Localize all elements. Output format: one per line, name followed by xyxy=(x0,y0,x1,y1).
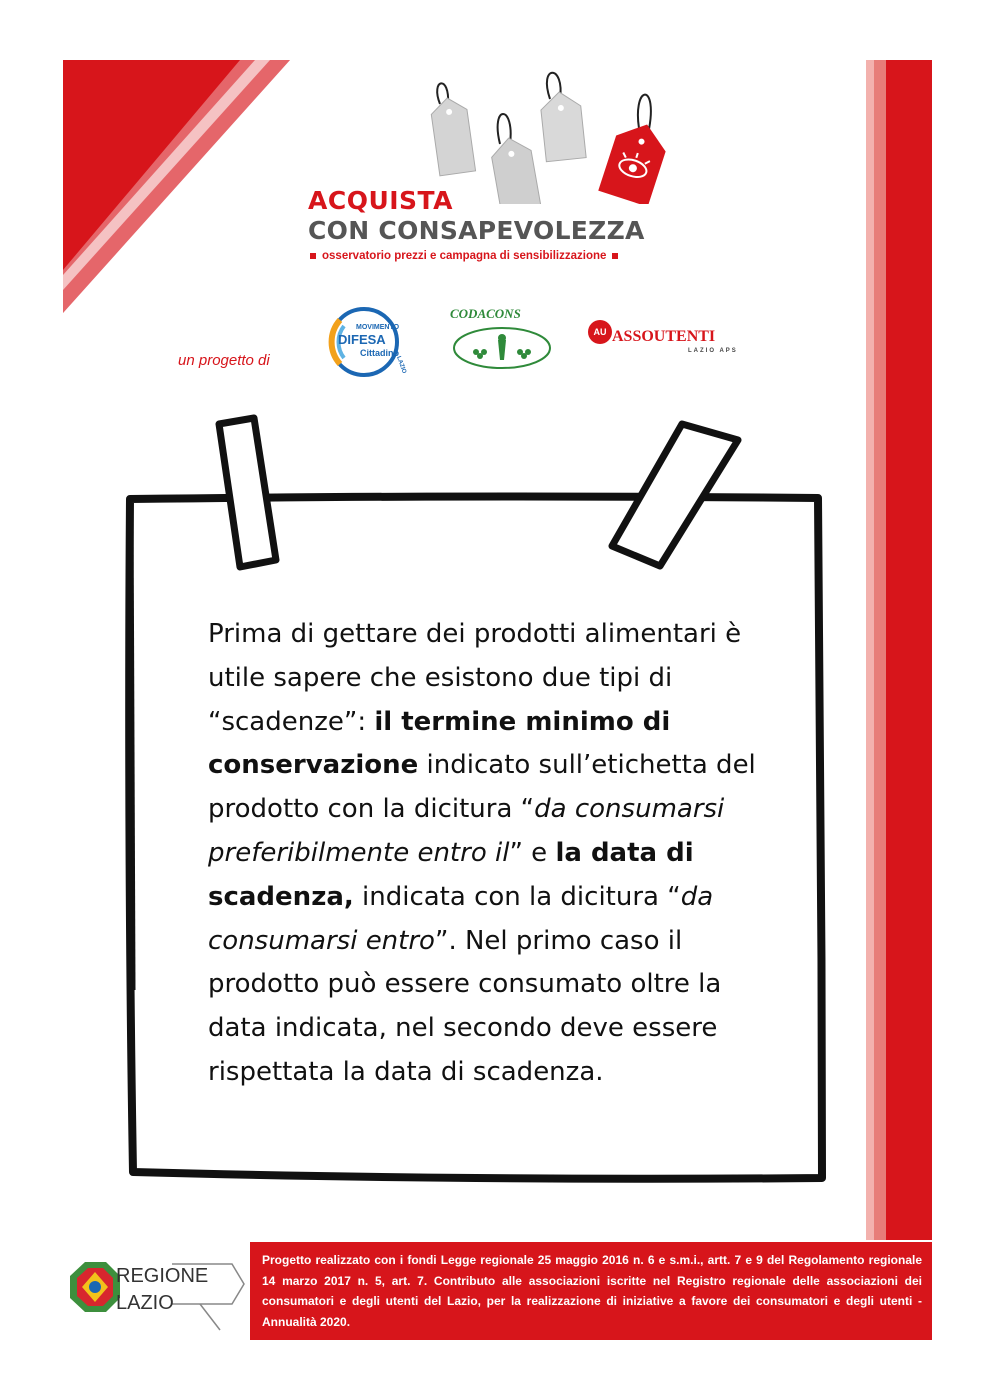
note-body-text xyxy=(208,613,768,1095)
campaign-subtitle-text: osservatorio prezzi e campagna di sensibilizzazione xyxy=(322,250,607,262)
footer-funding-text: Progetto realizzato con i fondi Legge regionale 25 maggio 2016 n. 6 e s.m.i., artt. 7 e 9 del Regolamento regionale 14 marzo 2017 n. 5, art. 7. Contributo alle associazioni iscritte nel Registro regionale delle associazioni dei consumatori e degli utenti del Lazio, per la realizzazione di iniziative a favore dei consumatori e degli utenti - Annualità 2020. xyxy=(262,1253,922,1329)
note-segment: ” e xyxy=(509,837,556,868)
note-segment: ”. Nel primo caso il prodotto può essere consumato oltre la data indicata, nel secondo deve essere rispettata la data di scadenza. xyxy=(208,925,722,1087)
note-segment: Prima di gettare dei prodotti alimentari è utile sapere che esistono due tipi di “scadenze”: xyxy=(208,619,742,737)
assoutenti-logo-sub: LAZIO APS xyxy=(688,348,738,354)
campaign-title-line1: ACQUISTA xyxy=(308,186,454,215)
mdc-logo-line3: Cittadino xyxy=(360,348,399,358)
campaign-title-line2: CON CONSAPEVOLEZZA xyxy=(308,216,645,245)
codacons-logo-icon xyxy=(450,322,554,372)
region-name-line1: REGIONE xyxy=(116,1265,209,1287)
codacons-logo-name: CODACONS xyxy=(450,306,521,321)
assoutenti-logo-name: ASSOUTENTI xyxy=(612,328,716,345)
mdc-logo-line2: DIFESA xyxy=(338,332,386,347)
bullet-square-icon xyxy=(612,253,618,259)
assoutenti-badge-icon: AU xyxy=(588,320,612,344)
mdc-logo-line1: MOVIMENTO xyxy=(356,324,400,331)
note-segment-bold: la data di scadenza, xyxy=(208,837,694,912)
note-segment: indicata con la dicitura “ xyxy=(353,881,681,912)
price-tags-icon xyxy=(420,64,680,204)
region-name-line2: LAZIO xyxy=(116,1292,174,1314)
corner-triangle-decoration xyxy=(0,0,300,320)
mdc-logo-line4: LAZIO xyxy=(395,355,407,375)
campaign-subtitle xyxy=(310,250,618,262)
note-segment-bold: il termine minimo di conservazione xyxy=(208,706,671,781)
note-segment-italic: da consumarsi entro xyxy=(208,881,714,956)
project-by-label: un progetto di xyxy=(178,352,270,369)
note-segment: indicato sull’etichetta del prodotto con la dicitura “ xyxy=(208,750,756,825)
right-stripe-red xyxy=(886,60,932,1240)
bullet-square-icon xyxy=(310,253,316,259)
note-segment-italic: da consumarsi preferibilmente entro il xyxy=(208,794,725,868)
